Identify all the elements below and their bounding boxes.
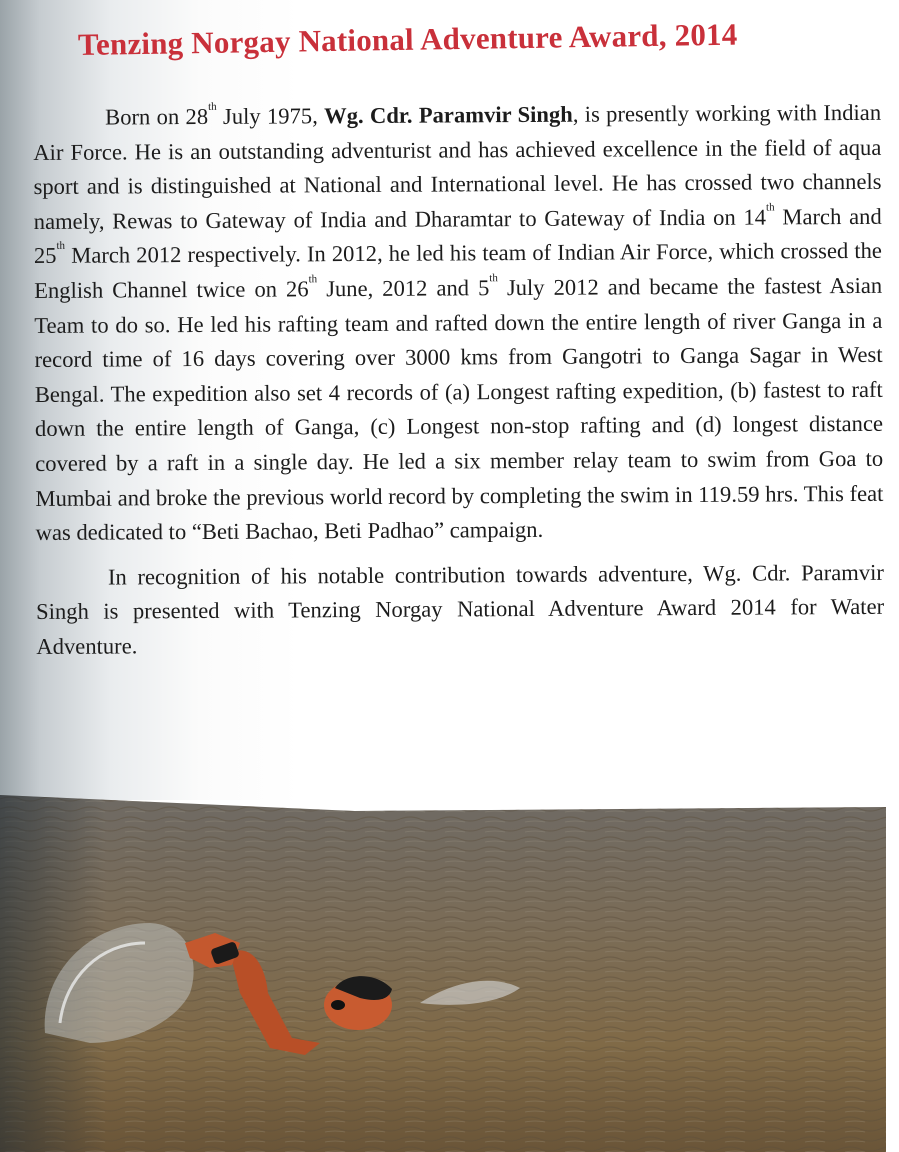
ordinal-suffix: th — [208, 100, 217, 113]
awardee-name: Wg. Cdr. Paramvir Singh — [324, 101, 573, 129]
swimmer-photo — [0, 793, 886, 1152]
article-body — [33, 96, 884, 665]
goggles — [331, 1000, 345, 1010]
page-title: Tenzing Norgay National Adventure Award, 2014 — [77, 16, 738, 62]
ordinal-suffix: th — [308, 273, 318, 286]
text-segment: July 2012 and became the fastest Asian Team to do so. He led his rafting team and rafted down the entire length of river Ganga in a record time of 16 days covering over 3000 kms from Gangotri to Ganga Sagar in West Bengal. The expedition also set 4 records of (a) Longest rafting expedition, (b) fastest to raft down the entire length of Ganga, (c) Longest non-stop rafting and (d) longest distance covered by a raft in a single day. He led a six member relay team to swim from Goa to Mumbai and broke the previous world record by completing the swim in 119.59 hrs. This feat was dedicated to “Beti Bachao, Beti Padhao” campaign. — [34, 272, 884, 546]
text-segment: March 2012 respectively. In 2012, he led his team of Indian Air Force, which crossed the English Channel twice on 26 — [34, 238, 883, 303]
text-segment: June, 2012 and 5 — [317, 275, 490, 302]
text-segment: July 1975, — [216, 103, 325, 129]
paragraph-recognition: In recognition of his notable contribution towards adventure, Wg. Cdr. Paramvir Singh is presented with Tenzing Norgay National Adventure Award 2014 for Water Adventure. — [36, 559, 885, 659]
paragraph-biography — [33, 96, 884, 551]
photo-illustration — [0, 793, 886, 1152]
text-segment: March and 25 — [33, 203, 882, 269]
ordinal-suffix: th — [56, 240, 66, 253]
ordinal-suffix: th — [765, 201, 775, 214]
text-segment: , is presently working with Indian Air Force. He is an outstanding adventurist and has achieved excellence in the field of aqua sport and is distinguished at National and International level. He has crossed two channels namely, Rewas to Gateway of India and Dharamtar to Gateway of India on 14 — [33, 99, 882, 234]
ordinal-suffix: th — [489, 272, 498, 285]
text-segment: Born on 28 — [105, 103, 209, 130]
